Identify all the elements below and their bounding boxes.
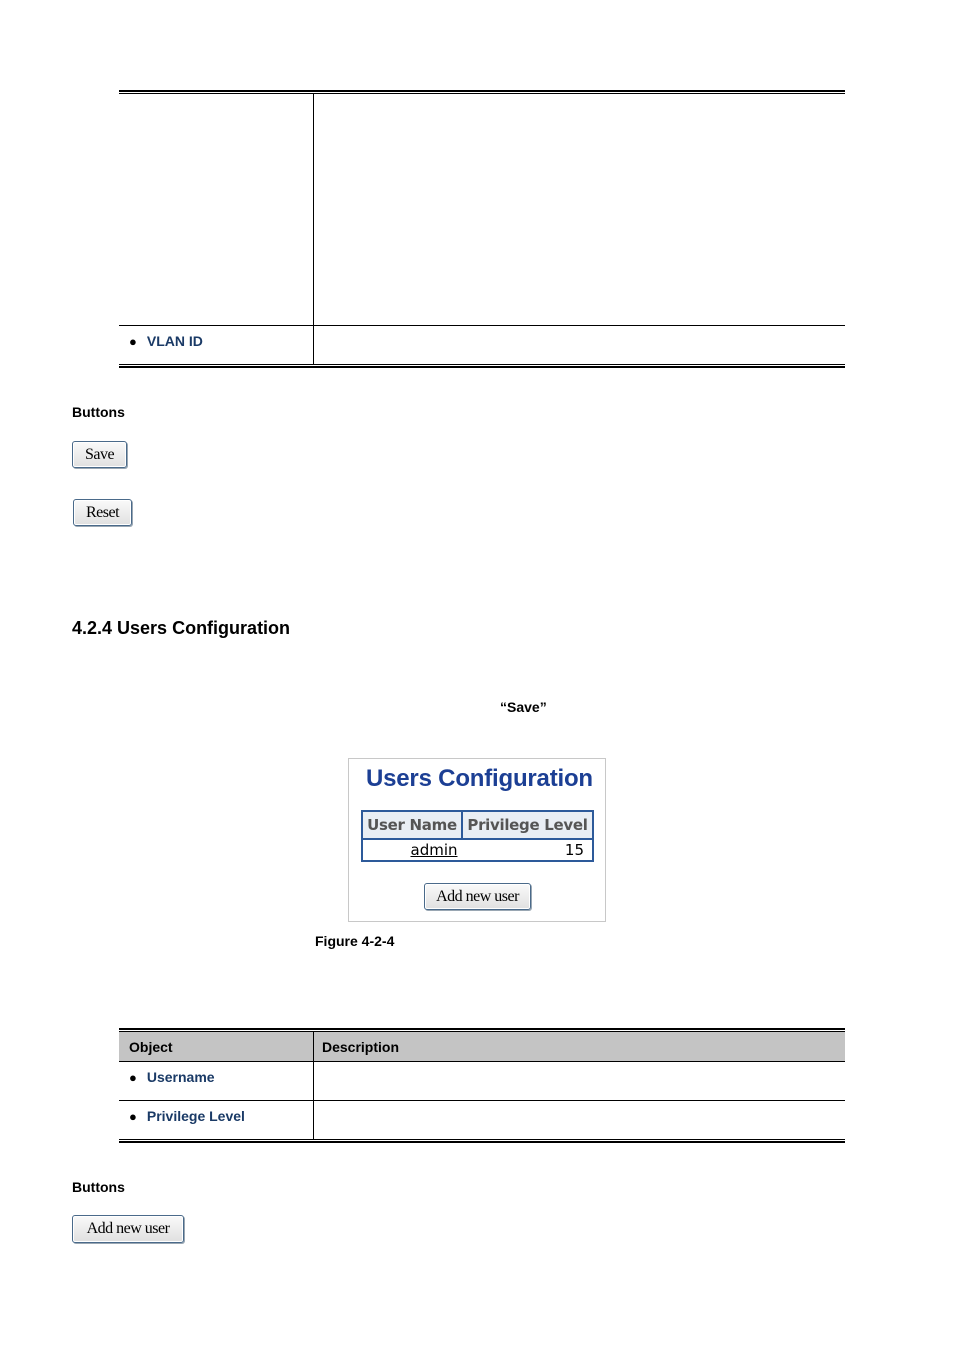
table-row-divider bbox=[119, 1100, 845, 1101]
table-row-username bbox=[129, 1069, 215, 1085]
column-header-user-name: User Name bbox=[363, 812, 461, 838]
table-row-vlan-id bbox=[129, 333, 203, 349]
object-table-continued bbox=[119, 90, 845, 368]
reset-button[interactable]: Reset bbox=[73, 499, 132, 526]
bullet-icon: ● bbox=[129, 1070, 137, 1085]
table-row-privilege-level bbox=[129, 1108, 245, 1124]
user-name-link[interactable]: admin bbox=[410, 841, 458, 859]
column-header-description: Description bbox=[322, 1039, 400, 1055]
table-rule bbox=[119, 1139, 845, 1140]
save-button[interactable]: Save bbox=[72, 441, 127, 468]
table-rule bbox=[119, 364, 845, 365]
object-description-table bbox=[119, 1028, 845, 1144]
column-header-object: Object bbox=[129, 1039, 173, 1055]
bullet-icon: ● bbox=[129, 334, 137, 349]
table-rule bbox=[119, 366, 845, 368]
table-column-divider bbox=[313, 1032, 314, 1140]
users-table bbox=[361, 810, 594, 862]
table-row bbox=[363, 840, 505, 860]
table-rule bbox=[119, 1061, 845, 1062]
add-new-user-button[interactable]: Add new user bbox=[424, 883, 531, 910]
table-rule bbox=[119, 1028, 845, 1030]
object-label: Username bbox=[146, 1069, 215, 1085]
buttons-heading: Buttons bbox=[72, 1179, 125, 1195]
table-rule bbox=[119, 90, 845, 92]
table-rule bbox=[119, 93, 845, 94]
object-label: Privilege Level bbox=[146, 1108, 245, 1124]
table-column-divider bbox=[313, 94, 314, 364]
save-quote-text: “Save” bbox=[500, 699, 547, 715]
table-header-row bbox=[119, 1032, 845, 1061]
users-configuration-figure bbox=[348, 758, 606, 922]
figure-caption: Figure 4-2-4 bbox=[315, 933, 395, 949]
privilege-level-value: 15 bbox=[564, 841, 584, 859]
table-row-divider bbox=[119, 325, 845, 326]
object-label: VLAN ID bbox=[146, 333, 203, 349]
column-header-privilege-level: Privilege Level bbox=[463, 812, 592, 838]
figure-panel-title: Users Configuration bbox=[366, 765, 593, 792]
table-rule bbox=[119, 1141, 845, 1143]
add-new-user-button[interactable]: Add new user bbox=[72, 1215, 184, 1243]
section-title: 4.2.4 Users Configuration bbox=[72, 618, 291, 638]
bullet-icon: ● bbox=[129, 1109, 137, 1124]
buttons-heading: Buttons bbox=[72, 404, 125, 420]
